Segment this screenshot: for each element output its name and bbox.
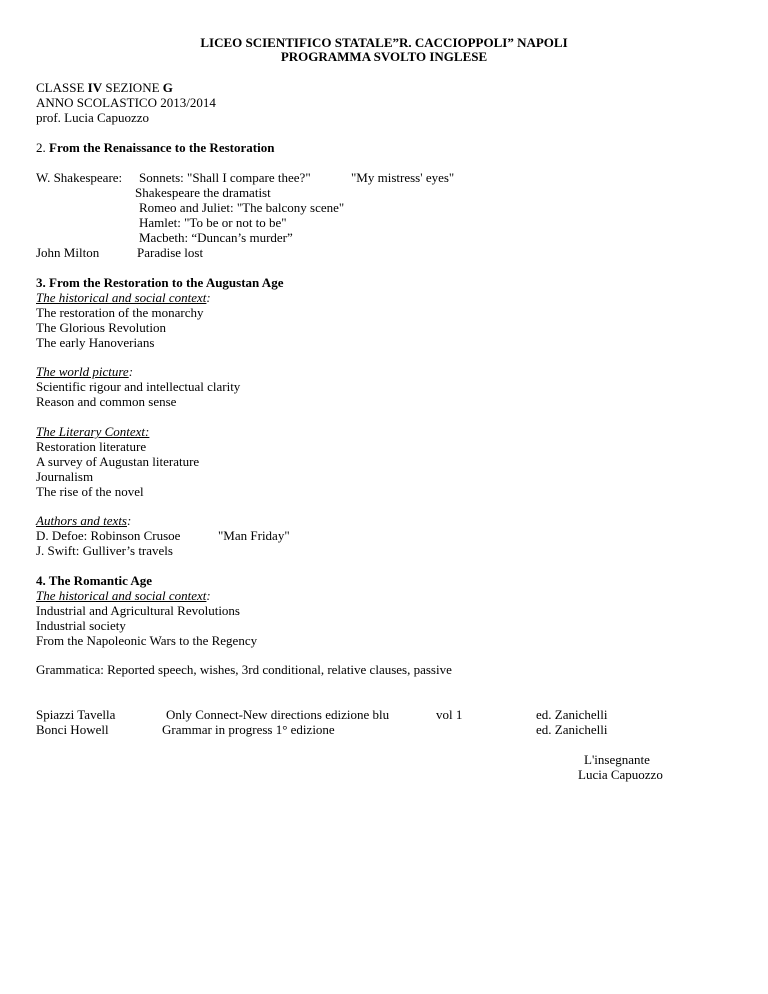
signature-name: Lucia Capuozzo [578, 767, 663, 782]
world-picture-heading: The world picture: [36, 364, 134, 379]
book-authors: Bonci Howell [36, 722, 109, 737]
defoe-extract: "Man Friday" [218, 528, 290, 543]
list-item: A survey of Augustan literature [36, 454, 200, 469]
list-item: Journalism [36, 469, 94, 484]
list-item: Scientific rigour and intellectual clarity [36, 379, 241, 394]
professor: prof. Lucia Capuozzo [36, 110, 149, 125]
book-title: Only Connect-New directions edizione blu [166, 707, 390, 722]
document-title: LICEO SCIENTIFICO STATALE”R. CACCIOPPOLI” NAPOLI [200, 35, 568, 50]
swift-entry: J. Swift: Gulliver’s travels [36, 543, 173, 558]
classe-label: CLASSE [36, 80, 88, 95]
milton-author: John Milton [36, 245, 100, 260]
book-title: Grammar in progress 1° edizione [162, 722, 335, 737]
mistress-entry: "My mistress' eyes" [351, 170, 455, 185]
section-3-historical-heading: The historical and social context: [36, 290, 211, 305]
dramatist-entry: Shakespeare the dramatist [135, 185, 271, 200]
list-item: Industrial and Agricultural Revolutions [36, 603, 240, 618]
document-subtitle: PROGRAMMA SVOLTO INGLESE [280, 49, 488, 64]
defoe-entry: D. Defoe: Robinson Crusoe [36, 528, 181, 543]
list-item: The restoration of the monarchy [36, 305, 204, 320]
paradise-entry: Paradise lost [137, 245, 204, 260]
macbeth-entry: Macbeth: “Duncan’s murder” [139, 230, 293, 245]
romeo-entry: Romeo and Juliet: "The balcony scene" [139, 200, 345, 215]
classe-value: IV [87, 80, 103, 95]
book-volume: vol 1 [436, 707, 463, 722]
list-item: Reason and common sense [36, 394, 177, 409]
grammatica-line: Grammatica: Reported speech, wishes, 3rd conditional, relative clauses, passive [36, 662, 452, 677]
authors-texts-heading: Authors and texts: [36, 513, 132, 528]
list-item: The rise of the novel [36, 484, 144, 499]
book-authors: Spiazzi Tavella [36, 707, 116, 722]
classe-line [36, 80, 173, 95]
list-item: Restoration literature [36, 439, 147, 454]
signature-label: L'insegnante [584, 752, 650, 767]
list-item: The early Hanoverians [36, 335, 155, 350]
sezione-label: SEZIONE [102, 80, 163, 95]
book-publisher: ed. Zanichelli [536, 722, 608, 737]
book-publisher: ed. Zanichelli [536, 707, 608, 722]
section-2-heading [36, 140, 274, 155]
sonnets-entry: Sonnets: "Shall I compare thee?" [139, 170, 311, 185]
list-item: From the Napoleonic Wars to the Regency [36, 633, 258, 648]
sezione-value: G [162, 80, 173, 95]
hamlet-entry: Hamlet: "To be or not to be" [139, 215, 287, 230]
section-3-title: 3. From the Restoration to the Augustan Age [36, 275, 284, 290]
section-4-historical-heading: The historical and social context: [36, 588, 211, 603]
anno-scolastico: ANNO SCOLASTICO 2013/2014 [36, 95, 216, 110]
section-2-title: From the Renaissance to the Restoration [49, 140, 275, 155]
list-item: Industrial society [36, 618, 126, 633]
list-item: The Glorious Revolution [36, 320, 166, 335]
section-4-title: 4. The Romantic Age [36, 573, 153, 588]
section-2-number: 2. [36, 140, 49, 155]
shakespeare-author: W. Shakespeare: [36, 170, 123, 185]
literary-context-heading: The Literary Context: [36, 424, 150, 439]
